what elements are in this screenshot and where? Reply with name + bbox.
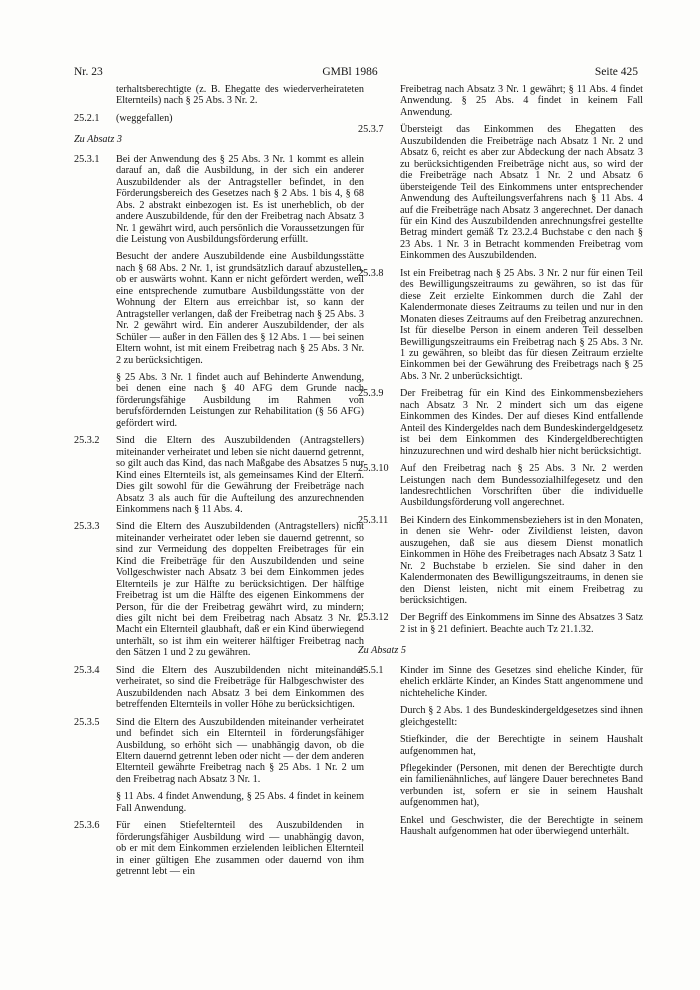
- paragraph-text: Bei Kindern des Einkommensbeziehers ist in den Monaten, in denen sie Wehr- oder Zivildienst leisten, davon auszugehen, daß sie aus diesem Dienst monatlich Einkommen in Höhe des Freibetrages nach Absatz 3 Satz 1 Nr. 2 Buchstabe b erzielen. Sie sind daher in den Kalendermonaten des Bewilligungszeitraums, in denen sie den Dienst leisten, nicht mit einem Freibetrag zu berücksichtigen.: [400, 514, 643, 607]
- paragraph-number: 25.3.6: [74, 820, 100, 832]
- paragraph-block: [74, 820, 364, 877]
- paragraph-text: Sind die Eltern des Auszubildenden nicht miteinander verheiratet, so sind die Freibeträge für Halbgeschwister des Auszubildenden nach Absatz 3 bei dem Einkommen des betreffenden Elternteils in voller Höhe zu berücksichtigen.: [116, 664, 364, 711]
- paragraph-body: [400, 268, 643, 383]
- paragraph-text: terhaltsberechtigte (z. B. Ehegatte des wiederverheirateten Elternteils) nach § 25 Abs. 3 Nr. 2.: [116, 84, 364, 107]
- paragraph-text: (weggefallen): [116, 112, 173, 124]
- paragraph-number: [358, 84, 400, 118]
- paragraph-block: [358, 124, 643, 261]
- paragraph-body: [116, 521, 364, 658]
- paragraph-body: [400, 84, 643, 118]
- paragraph-block: [74, 665, 364, 711]
- paragraph-body: [400, 515, 643, 607]
- paragraph-text: Sind die Eltern des Auszubildenden miteinander verheiratet und befindet sich ein Elternteil in förderungsfähiger Ausbildung, so erhöht sich — unabhängig davon, ob die Eltern dauernd getrennt leben oder nicht — der dem anderen Elternteil gewährte Freibetrag nach § 25 Abs. 1 Nr. 2 um den Freibetrag nach Absatz 3 Nr. 1.: [116, 716, 364, 785]
- paragraph-text: § 25 Abs. 3 Nr. 1 findet auch auf Behinderte Anwendung, bei denen eine nach § 40 AFG dem Grunde nach förderungsfähige Ausbildung im Rahmen von berufsfördernden Leistungen zur Rehabilitation (§ 56 AFG) gefördert wird.: [116, 371, 364, 429]
- paragraph-text: Pflegekinder (Personen, mit denen der Berechtigte durch ein familienähnliches, auf längere Dauer berechnetes Band verbunden ist, sofern er sie in seinem Haushalt aufgenommen hat),: [400, 763, 643, 809]
- paragraph-text: Bei der Anwendung des § 25 Abs. 3 Nr. 1 kommt es allein darauf an, daß die Ausbildung, in der sich ein anderer Auszubildender als der Antragsteller befindet, in den Förderungsbereich des Gesetzes nach § 2 Abs. 1 bis 4, § 68 Abs. 2 abstrakt einbezogen ist. Es ist unerheblich, ob der andere Auszubildende, für den der Freibetrag nach Absatz 3 Nr. 1 gewährt wird, auch persönlich die Voraussetzungen für die Leistung von Ausbildungsförderung erfüllt.: [116, 153, 364, 245]
- paragraph-text: Der Begriff des Einkommens im Sinne des Absatzes 3 Satz 2 ist in § 21 definiert. Beachte auch Tz 21.1.32.: [400, 612, 643, 635]
- paragraph-number: 25.3.3: [74, 521, 100, 533]
- paragraph-body: [400, 388, 643, 457]
- paragraph-number: 25.3.1: [74, 153, 100, 165]
- right-column: [358, 84, 643, 844]
- paragraph-body: [400, 124, 643, 261]
- paragraph-block: [74, 154, 364, 429]
- paragraph-text: Übersteigt das Einkommen des Ehegatten des Auszubildenden die Freibeträge nach Absatz 1 Nr. 2 und Absatz 6, reicht es aber zur Abdeckung der nach Absatz 3 zu berücksichtigenden Freibeträge nicht aus, so wird der die Freibeträge nach Absatz 1 Nr. 2 und Absatz 6 übersteigende Teil des Einkommens unter entsprechender Anwendung des Aufteilungsverfahrens nach § 11 Abs. 4 auf die Freibeträge nach Absatz 3 angerechnet. Der danach für ein Kind des Auszubildenden anrechnungsfrei gestellte Betrag mindert gemäß Tz 23.2.4 Buchstabe c den nach § 23 Abs. 1 Nr. 3 in Betracht kommenden Freibetrag vom Einkommen des Auszubildenden.: [400, 124, 643, 262]
- paragraph-number: 25.3.5: [74, 716, 100, 728]
- paragraph-body: [400, 463, 643, 509]
- paragraph-number: 25.3.2: [74, 435, 100, 447]
- paragraph-text: Ist ein Freibetrag nach § 25 Abs. 3 Nr. 2 nur für einen Teil des Bewilligungszeitraums zu gewähren, so ist das für diese Zeit erzielte Einkommen durch die Zahl der Kalendermonate dieses Zeitraums zu teilen und nur in den Monaten dieses Zeitraums auf den Freibetrag anzurechnen. Ist für dieselbe Person in einem anderen Teil desselben Bewilligungszeitraums ein Freibetrag nach § 25 Abs. 3 Nr. 1 zu gewähren, so bleibt das für diesen Zeitraum erzielte Einkommen bei der Gewährung des Freibetrags nach § 25 Abs. 3 Nr. 2 unberücksichtigt.: [400, 267, 643, 382]
- paragraph-body: [116, 84, 364, 107]
- paragraph-block: [358, 84, 643, 118]
- paragraph-block: [74, 521, 364, 658]
- paragraph-block: [358, 268, 643, 383]
- paragraph-number: 25.3.4: [74, 664, 100, 676]
- paragraph-number: 25.3.9: [358, 388, 384, 400]
- paragraph-block: [358, 388, 643, 457]
- paragraph-block: [74, 717, 364, 815]
- page-number: Seite 425: [594, 66, 638, 78]
- paragraph-text: Auf den Freibetrag nach § 25 Abs. 3 Nr. 2 werden Leistungen nach dem Bundessozialhilfegesetz und den landesrechtlichen Vorschriften über die individuelle Ausbildungsförderung voll angerechnet.: [400, 463, 643, 509]
- paragraph-block: [74, 435, 364, 515]
- paragraph-number: 25.3.11: [358, 514, 389, 526]
- paragraph-body: [116, 717, 364, 815]
- paragraph-text: Besucht der andere Auszubildende eine Ausbildungsstätte nach § 68 Abs. 2 Nr. 1, ist grundsätzlich darauf abzustellen, ob er auswärts wohnt. Kann er nicht gefördert werden, weil eine entsprechende zumutbare Ausbildungsstätte von der Wohnung der Eltern aus erreichbar ist, so kann der Antragsteller verlangen, daß der Freibetrag nach § 25 Abs. 3 Nr. 2 gewährt wird. Ein anderer Auszubildender, der als Schüler — außer in den Fällen des § 12 Abs. 1 — bei seinen Eltern wohnt, ist mit einem Freibetrag nach § 25 Abs. 3 Nr. 2 zu berücksichtigen.: [116, 251, 364, 366]
- section-heading: Zu Absatz 3: [74, 134, 122, 146]
- section-heading: Zu Absatz 5: [358, 645, 406, 657]
- paragraph-text: Enkel und Geschwister, die der Berechtigte in seinem Haushalt aufgenommen hat oder überwiegend unterhält.: [400, 814, 643, 838]
- paragraph-text: Stiefkinder, die der Berechtigte in seinem Haushalt aufgenommen hat,: [400, 734, 643, 757]
- paragraph-text: Freibetrag nach Absatz 3 Nr. 1 gewährt; § 11 Abs. 4 findet Anwendung. § 25 Abs. 4 findet in keinem Fall Anwendung.: [400, 84, 643, 118]
- paragraph-body: [116, 113, 364, 124]
- paragraph-text: Sind die Eltern des Auszubildenden (Antragstellers) nicht miteinander verheiratet oder leben sie dauernd getrennt, so sind zur Vermeidung des doppelten Freibetrages für ein Kind die Freibeträge für den Auszubildenden und seine Vollgeschwister nach Absatz 3 bei dem Einkommen jedes Elternteils je zur Hälfte zu berücksichtigen. Der hälftige Freibetrag ist um die Hälfte des eigenen Einkommens der Person, für die der Freibetrag gewährt wird, zu mindern; dies gilt nicht bei dem Freibetrag nach Absatz 3 Nr. 1. Macht ein Elternteil glaubhaft, daß er ein Kind überwiegend unterhält, so ist ihm ein weiterer hälftiger Freibetrag nach den Sätzen 1 und 2 zu gewähren.: [116, 521, 364, 659]
- paragraph-number: 25.3.12: [358, 612, 389, 624]
- publication-title: GMBl 1986: [322, 66, 378, 78]
- paragraph-text: Für einen Stiefelternteil des Auszubildenden in förderungsfähiger Ausbildung wird — unabhängig davon, ob er mit dem Einkommen erzielenden leiblichen Elternteil in einer gültigen Ehe zusammen oder dauernd von ihm getrennt lebt — ein: [116, 820, 364, 878]
- paragraph-block: [74, 84, 364, 107]
- paragraph-number: 25.5.1: [358, 664, 384, 676]
- paragraph-number: 25.3.7: [358, 124, 384, 136]
- paragraph-number: [74, 84, 116, 107]
- paragraph-text: § 11 Abs. 4 findet Anwendung, § 25 Abs. 4 findet in keinem Fall Anwendung.: [116, 791, 364, 814]
- paragraph-block: [358, 515, 643, 607]
- paragraph-body: [116, 665, 364, 711]
- left-column: [74, 84, 364, 884]
- issue-number: Nr. 23: [74, 66, 103, 78]
- paragraph-text: Durch § 2 Abs. 1 des Bundeskindergeldgesetzes sind ihnen gleichgestellt:: [400, 705, 643, 728]
- paragraph-body: [116, 435, 364, 515]
- paragraph-text: Kinder im Sinne des Gesetzes sind eheliche Kinder, für ehelich erklärte Kinder, an Kindes Statt angenommene und nichteheliche Kinder.: [400, 664, 643, 699]
- paragraph-body: [116, 820, 364, 877]
- paragraph-number: 25.3.8: [358, 267, 384, 279]
- paragraph-body: [116, 154, 364, 429]
- paragraph-number: 25.2.1: [74, 112, 100, 124]
- paragraph-body: [400, 665, 643, 838]
- paragraph-block: [358, 463, 643, 509]
- paragraph-text: Der Freibetrag für ein Kind des Einkommensbeziehers nach Absatz 3 Nr. 2 mindert sich um das eigene Einkommen des Kindes. Der auf dieses Kind entfallende Anteil des Kindergeldes nach dem Bundeskindergeldgesetz ist bei dem Einkommen des Kindergeldberechtigten hinzuzurechnen und wird deshalb hier nicht berücksichtigt.: [400, 388, 643, 457]
- paragraph-text: Sind die Eltern des Auszubildenden (Antragstellers) miteinander verheiratet und leben sie nicht dauernd getrennt, so gilt auch das Kind, das nach Maßgabe des Absatzes 5 nur Kind eines Elternteils ist, als gemeinsames Kind der Eltern. Dies gilt sowohl für die Gewährung der Freibeträge nach Absatz 3 als auch für die Aufteilung des anzurechnenden Einkommens nach § 11 Abs. 4.: [116, 435, 364, 515]
- paragraph-block: [74, 113, 364, 124]
- paragraph-block: [358, 665, 643, 838]
- paragraph-body: [400, 612, 643, 635]
- paragraph-number: 25.3.10: [358, 463, 389, 475]
- paragraph-block: [358, 612, 643, 635]
